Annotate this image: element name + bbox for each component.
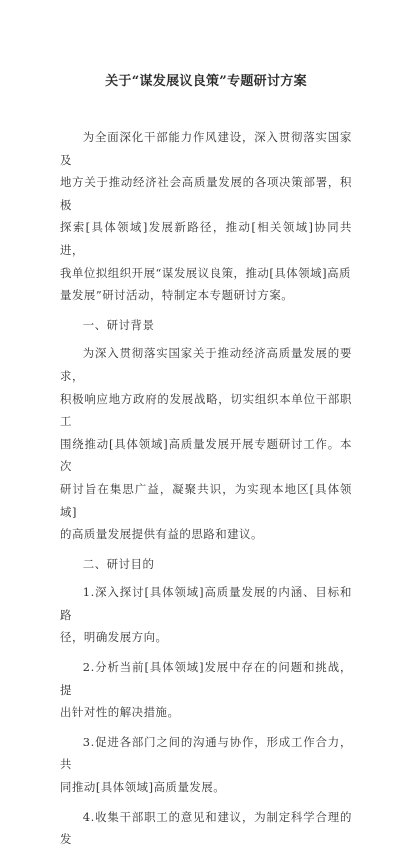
- purpose-item-3: [60, 731, 352, 799]
- background-paragraph: [60, 342, 352, 545]
- intro-line: 为全面深化干部能力作风建设，深入贯彻落实国家及: [60, 130, 352, 167]
- purpose-item-line: 1.深入探讨[具体领域]高质量发展的内涵、目标和路: [60, 585, 352, 622]
- background-line: 的高质量发展提供有益的思路和建议。: [60, 527, 263, 542]
- background-line: 为深入贯彻落实国家关于推动经济高质量发展的要求，: [60, 346, 352, 383]
- purpose-item-2: [60, 656, 352, 724]
- purpose-item-line: 出针对性的解决措施。: [60, 705, 180, 720]
- purpose-item-line: 4.收集干部职工的意见和建议，为制定科学合理的发: [60, 809, 352, 847]
- intro-line: 探索[具体领域]发展新路径，推动[相关领域]协同共进，: [60, 220, 352, 257]
- section-heading-purpose: 二、研讨目的: [82, 556, 155, 571]
- purpose-item-line: 径，明确发展方向。: [60, 630, 168, 645]
- background-line: 积极响应地方政府的发展战略，切实组织本单位干部职工: [60, 391, 352, 429]
- purpose-item-line: 2.分析当前[具体领域]发展中存在的问题和挑战，提: [60, 660, 352, 697]
- background-line: 研讨旨在集思广益，凝聚共识，为实现本地区[具体领域]: [60, 481, 352, 519]
- purpose-item-line: 3.促进各部门之间的沟通与协作，形成工作合力，共: [60, 734, 352, 772]
- document-title: 关于“谋发展议良策”专题研讨方案: [105, 74, 307, 89]
- background-line: 围绕推动[具体领域]高质量发展开展专题研讨工作。本次: [60, 436, 352, 474]
- purpose-item-4: [60, 806, 352, 851]
- section-heading-background: 一、研讨背景: [82, 317, 155, 332]
- intro-paragraph: [60, 126, 352, 307]
- purpose-item-1: [60, 581, 352, 649]
- intro-line: 量发展”研讨活动，特制定本专题研讨方案。: [60, 288, 294, 303]
- intro-line: 我单位拟组织开展“谋发展议良策，推动[具体领域]高质: [60, 265, 351, 280]
- intro-line: 地方关于推动经济社会高质量发展的各项决策部署，积极: [60, 175, 352, 212]
- purpose-item-line: 同推动[具体领域]高质量发展。: [60, 780, 226, 795]
